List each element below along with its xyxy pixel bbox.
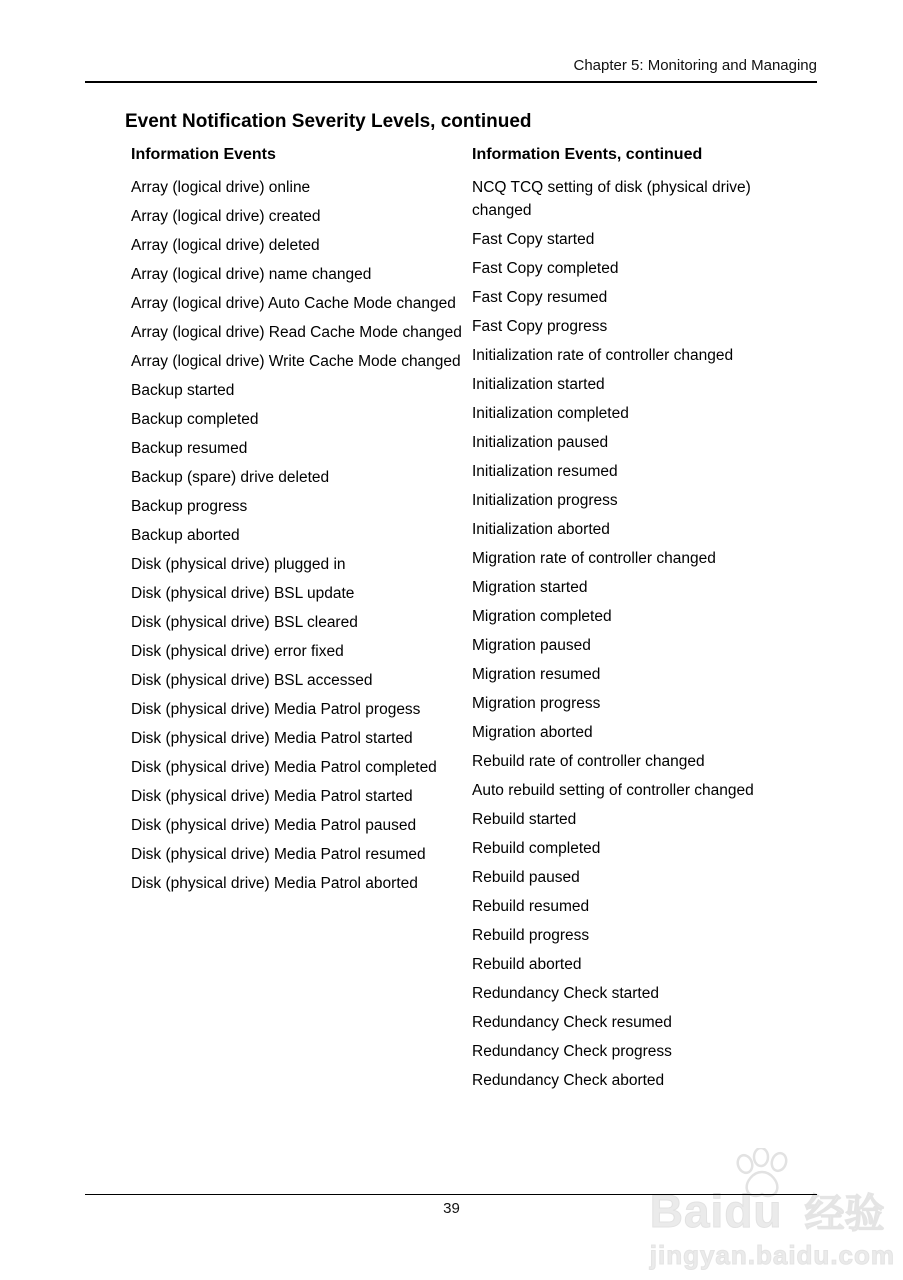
event-list-item: Rebuild aborted [472, 956, 582, 973]
page-number: 39 [443, 1200, 460, 1217]
event-list-item: Rebuild completed [472, 840, 601, 857]
page-title: Event Notification Severity Levels, continued [125, 111, 532, 132]
column-heading-left: Information Events [131, 146, 276, 163]
event-list-item: Disk (physical drive) error fixed [131, 643, 344, 660]
event-list-item: Migration completed [472, 608, 612, 625]
event-list-item: Initialization started [472, 376, 605, 393]
event-list-item: Initialization rate of controller changed [472, 347, 734, 364]
event-list-item: Disk (physical drive) Media Patrol progess [131, 701, 421, 718]
event-list-item: Rebuild started [472, 811, 577, 828]
event-list-item: Auto rebuild setting of controller changed [472, 782, 754, 799]
event-list-item: Array (logical drive) online [131, 179, 311, 196]
event-list-item: Backup started [131, 382, 235, 399]
event-list-item: Rebuild progress [472, 927, 590, 944]
event-list-item: Fast Copy progress [472, 318, 608, 335]
event-list-item: Fast Copy completed [472, 260, 619, 277]
column-information-events [131, 146, 472, 1098]
event-list-item: Backup resumed [131, 440, 248, 457]
baidu-paw-icon [731, 1148, 795, 1200]
event-list-item: Rebuild resumed [472, 898, 590, 915]
event-list-item: Array (logical drive) created [131, 208, 321, 225]
event-list-item: Disk (physical drive) Media Patrol completed [131, 759, 437, 776]
header-rule [85, 81, 817, 83]
baidu-jingyan-cn-text: 经验 [804, 1192, 885, 1236]
event-list-item: Fast Copy resumed [472, 289, 608, 306]
event-list-item: Initialization aborted [472, 521, 610, 538]
event-list-item: Array (logical drive) Write Cache Mode changed [131, 353, 461, 370]
baidu-logo-text: Baidu [649, 1185, 783, 1237]
event-list-item: Migration rate of controller changed [472, 550, 716, 567]
event-list-item: Disk (physical drive) Media Patrol aborted [131, 875, 418, 892]
event-list-item: Backup (spare) drive deleted [131, 469, 330, 486]
running-header: Chapter 5: Monitoring and Managing [573, 57, 817, 74]
event-list-item: Backup completed [131, 411, 259, 428]
event-list-item: Disk (physical drive) Media Patrol started [131, 788, 413, 805]
column-information-events-continued [472, 146, 812, 1098]
event-list-item: Disk (physical drive) Media Patrol started [131, 730, 413, 747]
event-list-item: Disk (physical drive) BSL accessed [131, 672, 373, 689]
event-list-item: Migration paused [472, 637, 591, 654]
event-list-item: Disk (physical drive) Media Patrol resumed [131, 846, 426, 863]
event-list-item: Redundancy Check aborted [472, 1072, 665, 1089]
event-list-item: Disk (physical drive) plugged in [131, 556, 346, 573]
event-list-left [131, 176, 472, 895]
event-list-item: Array (logical drive) Auto Cache Mode changed [131, 295, 456, 312]
event-list-item: Rebuild rate of controller changed [472, 753, 705, 770]
event-list-item: Rebuild paused [472, 869, 580, 886]
page-content [125, 111, 825, 1098]
event-list-item: Redundancy Check started [472, 985, 659, 1002]
event-list-item: Fast Copy started [472, 231, 595, 248]
event-list-item: Redundancy Check resumed [472, 1014, 672, 1031]
event-list-right [472, 176, 812, 1092]
event-list-item: Migration progress [472, 695, 601, 712]
event-list-item: Array (logical drive) Read Cache Mode changed [131, 324, 462, 341]
event-list-item: Disk (physical drive) Media Patrol paused [131, 817, 417, 834]
event-list-item: Redundancy Check progress [472, 1043, 672, 1060]
column-heading-right: Information Events, continued [472, 146, 703, 163]
event-list-item: Backup aborted [131, 527, 240, 544]
baidu-watermark-url: jingyan.baidu.com [649, 1240, 895, 1270]
event-list-item: Backup progress [131, 498, 248, 515]
event-list-item: Initialization completed [472, 405, 629, 422]
event-list-item: Initialization resumed [472, 463, 618, 480]
event-columns [131, 146, 825, 1098]
event-list-item: Disk (physical drive) BSL cleared [131, 614, 358, 631]
event-list-item: Initialization paused [472, 434, 609, 451]
event-list-item: NCQ TCQ setting of disk (physical drive) changed [472, 179, 751, 219]
event-list-item: Initialization progress [472, 492, 618, 509]
event-list-item: Array (logical drive) name changed [131, 266, 372, 283]
event-list-item: Array (logical drive) deleted [131, 237, 320, 254]
event-list-item: Migration resumed [472, 666, 601, 683]
event-list-item: Migration aborted [472, 724, 593, 741]
event-list-item: Migration started [472, 579, 588, 596]
event-list-item: Disk (physical drive) BSL update [131, 585, 355, 602]
footer-rule [85, 1194, 817, 1195]
